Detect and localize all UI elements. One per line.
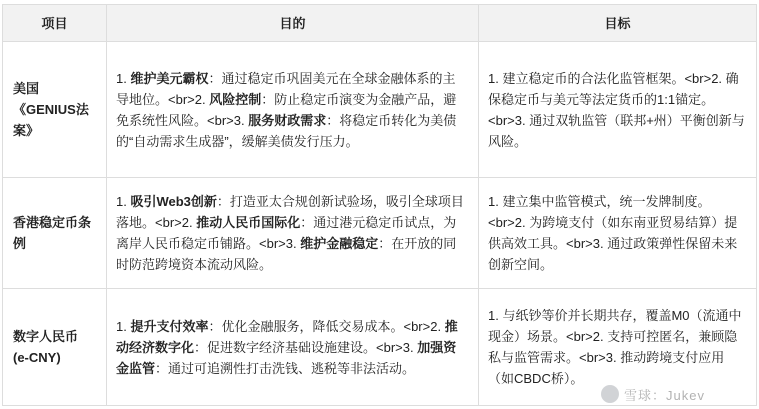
- header-purpose: 目的: [107, 5, 479, 42]
- row-goal-cell: [479, 178, 757, 289]
- row-purpose-cell: [107, 42, 479, 178]
- watermark-text: 雪球：Jukev: [624, 387, 705, 403]
- text-segment: 1.: [116, 194, 131, 209]
- row-item-cell: [3, 42, 107, 178]
- text-segment: ：优化金融服务，降低交易成本。<br>2.: [208, 318, 445, 334]
- bold-term: 维护美元霸权: [130, 70, 209, 86]
- text-segment: ：打造亚太合规创新试验场，吸引全球项目落地。<br>2.: [116, 194, 464, 230]
- table-row: [3, 178, 757, 289]
- bold-term: 提升支付效率: [130, 318, 209, 334]
- text-segment: 1. 与纸钞等价并长期共存，覆盖M0（流通中现金）场景。<br>2. 支持可控匿名，兼顾隐私与监管需求。<br>3. 推动跨境支付应用（如CBDC桥）。: [488, 308, 742, 386]
- text-segment: ：将稳定币转化为美债的“自动需求生成器”，缓解美债发行压力。: [116, 112, 457, 149]
- bold-term: 加强资金监管: [116, 339, 457, 376]
- text-segment: 1. 建立集中监管模式，统一发牌制度。<br>2. 为跨境支付（如东南亚贸易结算）提供高效工具。<br>3. 通过政策弹性保留未来创新空间。: [488, 194, 738, 272]
- bold-term: 维护金融稳定: [300, 236, 379, 251]
- header-goal: 目标: [479, 5, 757, 42]
- row-item-line: 案》: [13, 123, 40, 138]
- comparison-table: [2, 4, 757, 406]
- table-row: [3, 42, 757, 178]
- row-item-cell: [3, 178, 107, 289]
- row-item-line: 香港稳定币条: [13, 215, 92, 230]
- bold-term: 吸引Web3创新: [130, 194, 217, 209]
- bold-term: 风险控制: [209, 91, 262, 107]
- text-segment: 1.: [116, 318, 131, 334]
- bold-term: 推动人民币国际化: [196, 215, 301, 230]
- row-goal-cell: [479, 42, 757, 178]
- bold-term: 推动经济数字化: [116, 318, 458, 355]
- row-item-line: 例: [13, 236, 27, 251]
- header-row: [3, 5, 757, 42]
- bold-term: 服务财政需求: [248, 112, 327, 128]
- row-item-line: 《GENIUS法: [13, 102, 89, 117]
- snowball-logo-icon: [601, 385, 619, 403]
- text-segment: ：通过可追溯性打击洗钱、逃税等非法活动。: [155, 360, 416, 376]
- row-item-line: 美国: [13, 81, 40, 96]
- row-item-line: (e-CNY): [13, 350, 61, 365]
- text-segment: 1.: [116, 70, 131, 86]
- text-segment: ：通过港元稳定币试点，为离岸人民币稳定币铺路。<br>3.: [116, 215, 457, 251]
- row-purpose-cell: [107, 289, 479, 406]
- text-segment: ：通过稳定币巩固美元在全球金融体系的主导地位。<br>2.: [116, 70, 456, 107]
- text-segment: ：促进数字经济基础设施建设。<br>3.: [194, 339, 418, 355]
- text-segment: ：在开放的同时防范跨境资本流动风险。: [116, 236, 457, 272]
- row-purpose-cell: [107, 178, 479, 289]
- header-item: 项目: [3, 5, 107, 42]
- text-segment: ：防止稳定币演变为金融产品，避免系统性风险。<br>3.: [116, 91, 457, 128]
- watermark: [601, 383, 751, 405]
- row-item-line: 数字人民币: [13, 329, 79, 344]
- row-item-cell: [3, 289, 107, 406]
- text-segment: 1. 建立稳定币的合法化监管框架。<br>2. 确保稳定币与美元等法定货币的1:1锚定。<br>3. 通过双轨监管（联邦+州）平衡创新与风险。: [488, 70, 745, 149]
